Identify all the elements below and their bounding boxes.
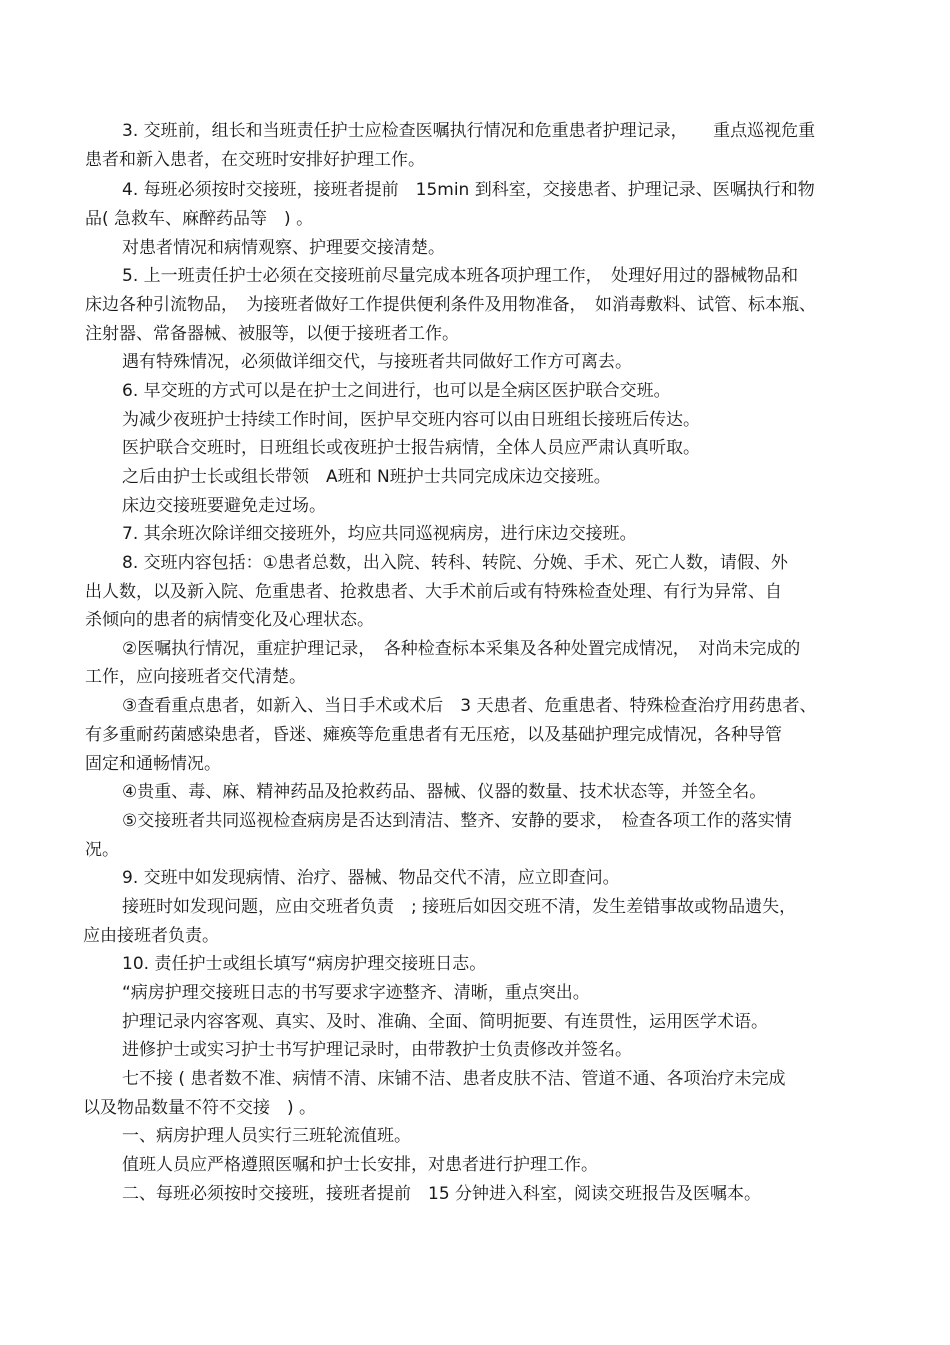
text-line: 注射器、常备器械、被服等，以便于接班者工作。	[85, 324, 459, 344]
text-line: 医护联合交班时，日班组长或夜班护士报告病情，全体人员应严肃认真听取。	[122, 438, 700, 458]
text-line: 值班人员应严格遵照医嘱和护士长安排，对患者进行护理工作。	[122, 1155, 598, 1175]
text-line: ③查看重点患者，如新入、当日手术或术后 3 天患者、危重患者、特殊检查治疗用药患者、	[122, 696, 817, 716]
text-line: 品( 急救车、麻醉药品等 ) 。	[85, 209, 314, 229]
text-line: 对患者情况和病情观察、护理要交接清楚。	[122, 238, 445, 258]
text-line: 二、每班必须按时交接班，接班者提前 15 分钟进入科室，阅读交班报告及医嘱本。	[122, 1184, 762, 1204]
text-line: 出人数，以及新入院、危重患者、抢救患者、大手术前后或有特殊检查处理、有行为异常、自	[85, 582, 782, 602]
text-line: 6. 早交班的方式可以是在护士之间进行，也可以是全病区医护联合交班。	[122, 381, 671, 401]
text-line: 床边交接班要避免走过场。	[122, 496, 326, 516]
text-line: 10. 责任护士或组长填写“病房护理交接班日志。	[122, 954, 487, 974]
text-line: 7. 其余班次除详细交接班外，均应共同巡视病房，进行床边交接班。	[122, 524, 637, 544]
text-line: 应由接班者负责。	[83, 926, 219, 946]
text-line: 9. 交班中如发现病情、治疗、器械、物品交代不清，应立即查问。	[122, 868, 620, 888]
text-line: 4. 每班必须按时交接班，接班者提前 15min 到科室，交接患者、护理记录、医嘱执行和物	[122, 180, 815, 200]
text-line: 况。	[85, 840, 119, 860]
text-line: 患者和新入患者，在交班时安排好护理工作。	[85, 150, 425, 170]
text-line: 固定和通畅情况。	[85, 754, 221, 774]
text-line: 以及物品数量不符不交接 ) 。	[83, 1098, 317, 1118]
text-line: 一、病房护理人员实行三班轮流值班。	[122, 1126, 411, 1146]
text-line: 工作，应向接班者交代清楚。	[85, 667, 306, 687]
text-line: 护理记录内容客观、真实、及时、准确、全面、简明扼要、有连贯性，运用医学术语。	[122, 1012, 768, 1032]
text-line: 杀倾向的患者的病情变化及心理状态。	[85, 610, 374, 630]
text-line: ⑤交接班者共同巡视检查病房是否达到清洁、整齐、安静的要求， 检查各项工作的落实情	[122, 811, 792, 831]
text-line: 5. 上一班责任护士必须在交接班前尽量完成本班各项护理工作， 处理好用过的器械物品和	[122, 266, 799, 286]
text-line: 进修护士或实习护士书写护理记录时，由带教护士负责修改并签名。	[122, 1040, 632, 1060]
text-line: ②医嘱执行情况，重症护理记录， 各种检查标本采集及各种处置完成情况， 对尚未完成的	[122, 639, 801, 659]
text-line: “病房护理交接班日志的书写要求字迹整齐、清晰，重点突出。	[122, 983, 590, 1003]
text-line: 有多重耐药菌感染患者，昏迷、瘫痪等危重患者有无压疮，以及基础护理完成情况，各种导管	[85, 725, 782, 745]
text-line: 七不接 ( 患者数不准、病情不清、床铺不洁、患者皮肤不洁、管道不通、各项治疗未完成	[122, 1069, 786, 1089]
text-line: 遇有特殊情况，必须做详细交代，与接班者共同做好工作方可离去。	[122, 352, 632, 372]
text-line: 3. 交班前，组长和当班责任护士应检查医嘱执行情况和危重患者护理记录， 重点巡视危重	[122, 121, 816, 141]
text-line: 为减少夜班护士持续工作时间，医护早交班内容可以由日班组长接班后传达。	[122, 410, 700, 430]
text-line: 接班时如发现问题，应由交班者负责 ; 接班后如因交班不清，发生差错事故或物品遗失，	[122, 897, 797, 917]
text-line: 床边各种引流物品， 为接班者做好工作提供便利条件及用物准备， 如消毒敷料、试管、标本瓶、	[85, 295, 816, 315]
text-line: ④贵重、毒、麻、精神药品及抢救药品、器械、仪器的数量、技术状态等，并签全名。	[122, 782, 767, 802]
text-line: 8. 交班内容包括：①患者总数，出入院、转科、转院、分娩、手术、死亡人数，请假、外	[122, 553, 788, 573]
text-line: 之后由护士长或组长带领 A班和 N班护士共同完成床边交接班。	[122, 467, 611, 487]
